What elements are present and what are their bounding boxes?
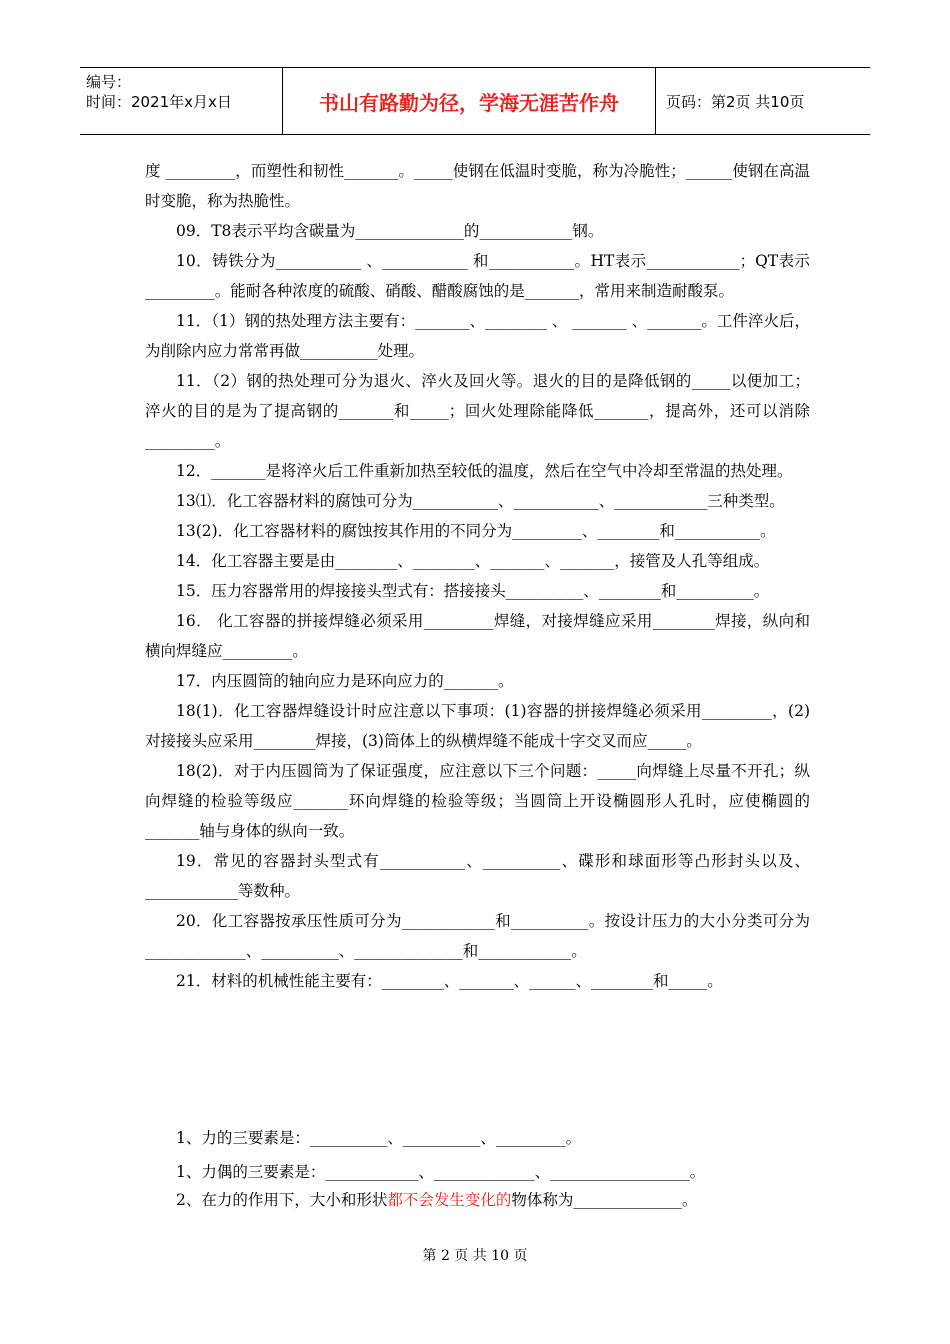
mechanics-line-3 (145, 1186, 810, 1214)
question-line-12: 18(1)．化工容器焊缝设计时应注意以下事项：(1)容器的拼接焊缝必须采用_________，(2)对接接头应采用________焊接，(3)筒体上的纵横焊缝不能成十字交叉而应_____。 (145, 702, 810, 750)
question-line-1: 09．T8表示平均含碳量为______________的____________钢。 (176, 222, 604, 240)
mechanics-line-2: 1、力偶的三要素是：____________、_____________、__________________。 (176, 1163, 706, 1181)
question-line-16: 21．材料的机械性能主要有：________、_______、______、________和_____。 (176, 972, 723, 990)
header-table (80, 67, 870, 135)
question-line-15: 20．化工容器按承压性质可分为____________和__________。按设计压力的大小分类可分为_____________、__________、______________和____________。 (145, 912, 810, 960)
question-line-8: 14．化工容器主要是由________、________、_______、_______，接管及人孔等组成。 (176, 552, 770, 570)
motto: 书山有路勤为径，学海无涯苦作舟 (283, 68, 656, 134)
question-line-9: 15．压力容器常用的焊接接头型式有：搭接接头__________、________和__________。 (176, 582, 770, 600)
mechanics-line-3-pre: 2、在力的作用下，大小和形状 (176, 1191, 388, 1209)
code-label: 编号： (86, 73, 132, 91)
question-line-13: 18(2)．对于内压圆筒为了保证强度，应注意以下三个问题：_____向焊缝上尽量不开孔；纵向焊缝的检验等级应_______环向焊缝的检验等级；当圆筒上开设椭圆形人孔时，应使椭圆的_______轴与身体的纵向一致。 (145, 762, 810, 840)
mechanics-line-1: 1、力的三要素是：__________、__________、_________。 (176, 1129, 582, 1147)
question-line-7: 13(2)．化工容器材料的腐蚀按其作用的不同分为_________、________和___________。 (176, 522, 776, 540)
question-line-5: 12．_______是将淬火后工件重新加热至较低的温度，然后在空气中冷却至常温的热处理。 (176, 462, 793, 480)
question-line-4: 11．（2）钢的热处理可分为退火、淬火及回火等。退火的目的是降低钢的_____以便加工；淬火的目的是为了提高钢的_______和_____；回火处理除能降低_______，提高外，还可以消除_________。 (145, 372, 810, 450)
page-info: 页码：第2页 共10页 (666, 92, 805, 111)
time-label: 时间：2021年x月x日 (86, 93, 232, 111)
header-meta (80, 68, 283, 134)
question-line-11: 17．内压圆筒的轴向应力是环向应力的_______。 (176, 672, 514, 690)
mechanics-line-3-post: 物体称为______________。 (511, 1191, 698, 1209)
mechanics-questions (145, 1124, 810, 1214)
question-line-6: 13⑴．化工容器材料的腐蚀可分为___________、___________、____________三种类型。 (176, 492, 785, 510)
question-line-0: 度 _________，而塑性和韧性_______。_____使钢在低温时变脆，称为冷脆性；______使钢在高温时变脆，称为热脆性。 (145, 162, 810, 210)
question-line-14: 19．常见的容器封头型式有___________、__________、碟形和球面形等凸形封头以及、____________等数种。 (145, 852, 810, 900)
question-line-10: 16． 化工容器的拼接焊缝必须采用_________焊缝，对接焊缝应采用________焊接，纵向和横向焊缝应_________。 (145, 612, 810, 660)
mechanics-line-3-red: 都不会发生变化的 (387, 1191, 512, 1209)
page-footer: 第 2 页 共 10 页 (422, 1248, 528, 1264)
question-list (145, 156, 810, 996)
question-line-2: 10．铸铁分为___________ 、___________ 和___________。HT表示____________；QT表示_________。能耐各种浓度的硫酸、硝酸、醋酸腐蚀的是_______，常用来制造耐酸泵。 (145, 252, 810, 300)
question-line-3: 11．（1）钢的热处理方法主要有：_______、________ 、 _______ 、_______。工件淬火后，为削除内应力常常再做__________处理。 (145, 312, 810, 360)
